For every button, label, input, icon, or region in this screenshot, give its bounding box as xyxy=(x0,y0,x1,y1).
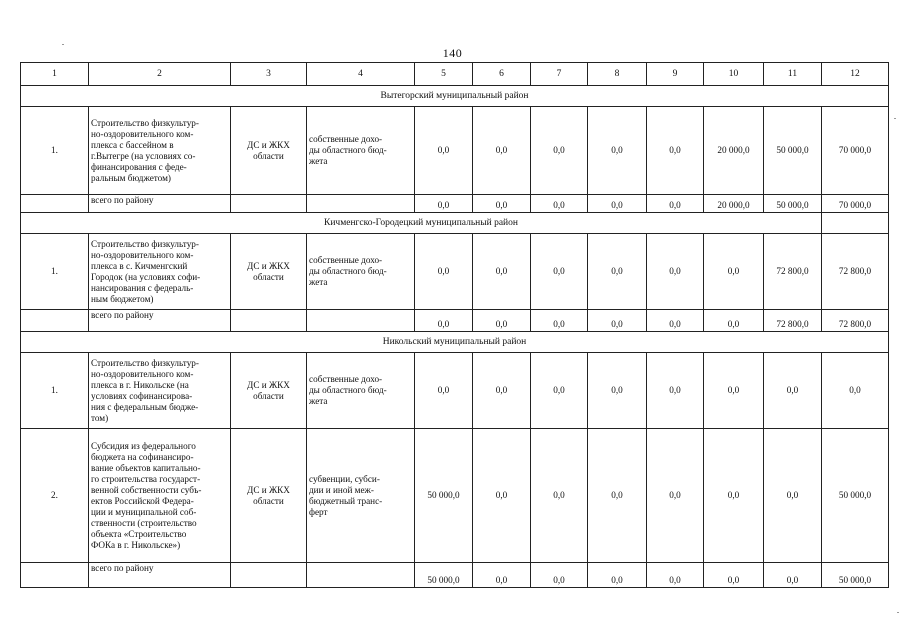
value-cell: 0,0 xyxy=(647,429,704,563)
row-number: 2. xyxy=(21,429,89,563)
total-value-cell: 0,0 xyxy=(415,195,473,213)
value-cell: 0,0 xyxy=(647,353,704,429)
value-cell: 0,0 xyxy=(704,429,764,563)
scan-speck xyxy=(897,612,899,613)
district-total-row xyxy=(21,310,889,332)
district-name: Вытегорский муниципальный район xyxy=(21,86,889,107)
value-cell: 0,0 xyxy=(704,353,764,429)
executor: ДС и ЖКХ области xyxy=(231,429,307,563)
total-value-cell: 0,0 xyxy=(647,563,704,588)
total-value-cell: 0,0 xyxy=(588,563,647,588)
project-description: Строительство физкультур- но-оздоровительного ком- плекса в с. Кичменгский Городок (на условиях софи- нансирования с федераль- ным бюджетом) xyxy=(89,234,231,310)
executor: ДС и ЖКХ области xyxy=(231,107,307,195)
column-header: 1 xyxy=(21,63,89,86)
total-value-cell: 0,0 xyxy=(588,195,647,213)
scan-speck xyxy=(62,44,64,45)
value-cell: 0,0 xyxy=(588,429,647,563)
district-header-row xyxy=(21,86,889,107)
empty-cell xyxy=(307,563,415,588)
value-cell: 0,0 xyxy=(415,107,473,195)
district-header-row xyxy=(21,213,889,234)
page-number: 140 xyxy=(442,46,463,60)
total-value-cell: 0,0 xyxy=(588,310,647,332)
row-number: 1. xyxy=(21,353,89,429)
value-cell: 0,0 xyxy=(415,353,473,429)
total-value-cell: 0,0 xyxy=(704,310,764,332)
value-cell: 0,0 xyxy=(531,107,588,195)
empty-cell xyxy=(21,563,89,588)
district-total-row xyxy=(21,195,889,213)
funding-source: субвенции, субси- дии и иной меж- бюджетный транс- ферт xyxy=(307,429,415,563)
value-cell: 0,0 xyxy=(588,234,647,310)
total-value-cell: 0,0 xyxy=(531,563,588,588)
value-cell: 0,0 xyxy=(473,107,531,195)
column-header: 11 xyxy=(764,63,822,86)
total-value-cell: 72 800,0 xyxy=(764,310,822,332)
total-value-cell: 0,0 xyxy=(473,310,531,332)
total-label: всего по району xyxy=(89,563,231,588)
column-header: 2 xyxy=(89,63,231,86)
total-value-cell: 50 000,0 xyxy=(822,563,889,588)
total-value-cell: 0,0 xyxy=(473,563,531,588)
value-cell: 72 800,0 xyxy=(764,234,822,310)
column-header: 8 xyxy=(588,63,647,86)
budget-table xyxy=(20,62,889,588)
funding-source: собственные дохо- ды областного бюд- жета xyxy=(307,234,415,310)
value-cell: 0,0 xyxy=(822,353,889,429)
value-cell: 0,0 xyxy=(531,429,588,563)
column-header: 12 xyxy=(822,63,889,86)
total-value-cell: 50 000,0 xyxy=(415,563,473,588)
total-value-cell: 0,0 xyxy=(647,195,704,213)
value-cell: 50 000,0 xyxy=(764,107,822,195)
value-cell: 20 000,0 xyxy=(704,107,764,195)
project-description: Строительство физкультур- но-оздоровительного ком- плекса в г. Никольске (на условиях софинансирова- ния с федеральным бюдже- том) xyxy=(89,353,231,429)
column-header: 10 xyxy=(704,63,764,86)
value-cell: 0,0 xyxy=(531,353,588,429)
district-header-row xyxy=(21,332,889,353)
funding-source: собственные дохо- ды областного бюд- жета xyxy=(307,353,415,429)
total-value-cell: 0,0 xyxy=(531,310,588,332)
value-cell: 0,0 xyxy=(588,353,647,429)
column-header: 4 xyxy=(307,63,415,86)
value-cell: 50 000,0 xyxy=(822,429,889,563)
column-header: 6 xyxy=(473,63,531,86)
empty-cell xyxy=(21,195,89,213)
column-header-row xyxy=(21,63,889,86)
value-cell: 70 000,0 xyxy=(822,107,889,195)
table-row xyxy=(21,429,889,563)
project-description: Строительство физкультур- но-оздоровительного ком- плекса с бассейном в г.Вытегре (на условиях со- финансирования с феде- ральным бюджетом) xyxy=(89,107,231,195)
column-header: 5 xyxy=(415,63,473,86)
table-row xyxy=(21,234,889,310)
executor: ДС и ЖКХ области xyxy=(231,234,307,310)
value-cell: 0,0 xyxy=(531,234,588,310)
column-header: 3 xyxy=(231,63,307,86)
empty-cell xyxy=(231,310,307,332)
total-value-cell: 20 000,0 xyxy=(704,195,764,213)
project-description: Субсидия из федерального бюджета на софинансиро- вание объектов капитально- го строительства государст- венной собственности субъ- ектов Российской Федера- ции и муниципальной соб- ственности (строительство объекта «Строительство ФОКа в г. Никольске») xyxy=(89,429,231,563)
value-cell: 50 000,0 xyxy=(415,429,473,563)
district-name: Никольский муниципальный район xyxy=(21,332,889,353)
total-value-cell: 0,0 xyxy=(704,563,764,588)
total-label: всего по району xyxy=(89,310,231,332)
value-cell: 0,0 xyxy=(647,234,704,310)
total-value-cell: 0,0 xyxy=(415,310,473,332)
empty-cell xyxy=(231,195,307,213)
empty-cell xyxy=(231,563,307,588)
total-value-cell: 0,0 xyxy=(764,563,822,588)
district-name: Кичменгско-Городецкий муниципальный район xyxy=(21,213,822,234)
empty-cell xyxy=(307,310,415,332)
value-cell: 0,0 xyxy=(764,353,822,429)
scan-speck xyxy=(894,118,896,119)
executor: ДС и ЖКХ области xyxy=(231,353,307,429)
value-cell: 0,0 xyxy=(415,234,473,310)
total-value-cell: 50 000,0 xyxy=(764,195,822,213)
row-number: 1. xyxy=(21,234,89,310)
districts-body xyxy=(21,86,889,588)
funding-source: собственные дохо- ды областного бюд- жета xyxy=(307,107,415,195)
empty-cell xyxy=(307,195,415,213)
value-cell: 0,0 xyxy=(588,107,647,195)
value-cell: 0,0 xyxy=(764,429,822,563)
column-header: 7 xyxy=(531,63,588,86)
value-cell: 0,0 xyxy=(704,234,764,310)
total-value-cell: 70 000,0 xyxy=(822,195,889,213)
value-cell: 0,0 xyxy=(473,353,531,429)
district-total-row xyxy=(21,563,889,588)
column-header: 9 xyxy=(647,63,704,86)
total-value-cell: 0,0 xyxy=(531,195,588,213)
table-row xyxy=(21,107,889,195)
value-cell: 0,0 xyxy=(647,107,704,195)
table-row xyxy=(21,353,889,429)
value-cell: 72 800,0 xyxy=(822,234,889,310)
empty-cell xyxy=(822,213,889,234)
row-number: 1. xyxy=(21,107,89,195)
total-value-cell: 72 800,0 xyxy=(822,310,889,332)
value-cell: 0,0 xyxy=(473,429,531,563)
total-value-cell: 0,0 xyxy=(647,310,704,332)
value-cell: 0,0 xyxy=(473,234,531,310)
empty-cell xyxy=(21,310,89,332)
total-label: всего по району xyxy=(89,195,231,213)
total-value-cell: 0,0 xyxy=(473,195,531,213)
